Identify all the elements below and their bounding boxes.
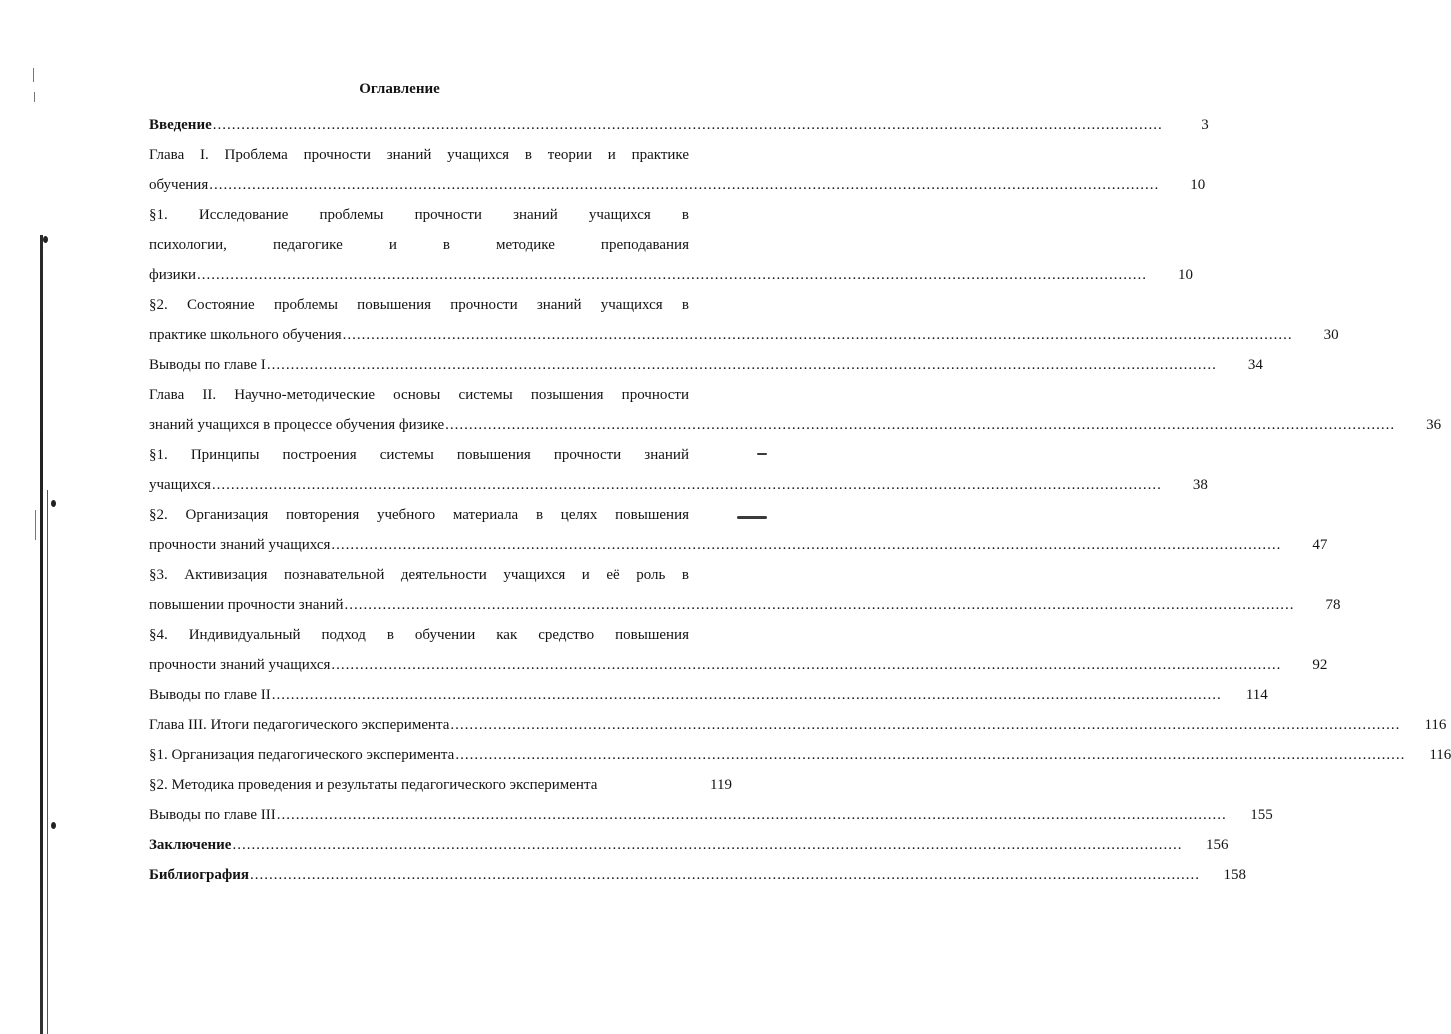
scan-edge-line <box>40 235 43 1034</box>
toc-entry-biblio <box>149 860 1247 890</box>
toc-leader-dots: ........................................................................................................................................................................................................ <box>209 177 1160 193</box>
toc-entry-ch3s1 <box>149 740 1451 770</box>
toc-page-number: 114 <box>1245 687 1268 703</box>
toc-leader-dots: ........................................................................................................................................................................................................ <box>342 327 1293 343</box>
toc-page-number: 155 <box>1250 807 1273 823</box>
toc-entry-text: §4. Индивидуальный подход в обучении как средство повышения <box>149 627 689 643</box>
toc-entry-text: §2. Организация повторения учебного материала в целях повышения <box>149 507 689 523</box>
toc-entry-intro <box>149 110 1209 140</box>
toc-entry-concl <box>149 830 1229 860</box>
toc-leader-dots: ........................................................................................................................................................................................................ <box>211 477 1162 493</box>
toc-line <box>149 290 689 320</box>
toc-page-number: 116 <box>1429 747 1451 763</box>
toc-page-number: 156 <box>1205 837 1229 853</box>
document-title: Оглавление <box>359 81 440 97</box>
toc-entry-ch3c <box>149 800 1273 830</box>
toc-leader-dots: ........................................................................................................................................................................................................ <box>455 747 1406 763</box>
toc-page-number: 10 <box>1178 267 1194 283</box>
toc-entry-text: §1. Организация педагогического эксперимента <box>149 747 455 763</box>
toc-line <box>149 230 689 260</box>
toc-entry-text: повышении прочности знаний <box>149 597 344 613</box>
scan-smudge <box>737 516 767 519</box>
toc-line <box>149 560 689 590</box>
scan-speck <box>51 500 56 507</box>
toc-leader-dots: ........................................................................................................................................................................................................ <box>331 657 1282 673</box>
toc-leader-dots: ........................................................................................................................................................................................................ <box>271 687 1222 703</box>
toc-page-number: 10 <box>1190 177 1206 193</box>
toc-entry-text: физики <box>149 267 197 283</box>
toc-entry-ch1 <box>149 140 1206 200</box>
toc-line <box>149 440 689 470</box>
toc-page-number: 92 <box>1312 657 1328 673</box>
toc-entry-ch1s1 <box>149 200 1194 290</box>
toc-line-last <box>149 530 1328 560</box>
toc-entry-ch2s1 <box>149 440 1208 500</box>
toc-line-last <box>149 110 1209 140</box>
toc-entry-ch2s4 <box>149 620 1328 680</box>
toc-line-last <box>149 830 1229 860</box>
toc-page-number: 78 <box>1325 597 1341 613</box>
toc-entry-text: обучения <box>149 177 209 193</box>
toc-line-last <box>149 650 1328 680</box>
toc-page-number: 34 <box>1247 357 1263 373</box>
toc-entry-ch2 <box>149 380 1442 440</box>
toc-entry-ch3 <box>149 710 1447 740</box>
toc-entry-text: Заключение <box>149 837 232 853</box>
toc-entry-text: учащихся <box>149 477 211 493</box>
table-of-contents <box>149 110 1451 890</box>
scan-mark <box>35 510 36 540</box>
toc-line-last <box>149 260 1194 290</box>
toc-leader-dots: ........................................................................................................................................................................................................ <box>450 717 1401 733</box>
toc-entry-text: Глава II. Научно-методические основы системы позышения прочности <box>149 387 689 403</box>
toc-entry-text: Глава III. Итоги педагогического эксперимента <box>149 717 450 733</box>
toc-leader-dots: ........................................................................................................................................................................................................ <box>344 597 1295 613</box>
toc-entry-text: §2. Методика проведения и результаты педагогического эксперимента <box>149 777 598 793</box>
toc-leader-dots: ........................................................................................................................................................................................................ <box>331 537 1282 553</box>
toc-entry-ch2s2 <box>149 500 1328 560</box>
scan-smudge <box>757 453 767 455</box>
toc-line-last <box>149 170 1206 200</box>
toc-entry-text: психологии, педагогике и в методике преподавания <box>149 237 689 253</box>
toc-entry-ch2c <box>149 680 1268 710</box>
toc-entry-ch3s2 <box>149 770 732 800</box>
toc-line <box>149 140 689 170</box>
toc-entry-text: прочности знаний учащихся <box>149 537 331 553</box>
toc-leader-dots: ........................................................................................................................................................................................................ <box>212 117 1163 133</box>
toc-line <box>149 380 689 410</box>
toc-entry-text: §1. Принципы построения системы повышения прочности знаний <box>149 447 689 463</box>
toc-page-number: 116 <box>1424 717 1447 733</box>
toc-entry-ch2s3 <box>149 560 1341 620</box>
toc-entry-text: Глава I. Проблема прочности знаний учащихся в теории и практике <box>149 147 689 163</box>
toc-line-last <box>149 710 1447 740</box>
toc-entry-text: Выводы по главе I <box>149 357 266 373</box>
toc-line <box>149 200 689 230</box>
toc-entry-text: Библиография <box>149 867 250 883</box>
toc-leader-dots: ........................................................................................................................................................................................................ <box>276 807 1227 823</box>
toc-leader-dots: ........................................................................................................................................................................................................ <box>232 837 1183 853</box>
toc-page-number: 30 <box>1323 327 1339 343</box>
toc-page-number: 158 <box>1223 867 1247 883</box>
toc-entry-text: §3. Активизация познавательной деятельности учащихся и её роль в <box>149 567 689 583</box>
toc-line-last <box>149 800 1273 830</box>
toc-line-last <box>149 470 1208 500</box>
toc-line-last <box>149 350 1263 380</box>
toc-page-number: 47 <box>1312 537 1328 553</box>
toc-page-number: 36 <box>1426 417 1442 433</box>
toc-line-last <box>149 320 1339 350</box>
toc-entry-text: практике школьного обучения <box>149 327 342 343</box>
toc-entry-text: прочности знаний учащихся <box>149 657 331 673</box>
toc-line-last <box>149 740 1451 770</box>
toc-page-number: 3 <box>1201 117 1209 133</box>
toc-entry-text: знаний учащихся в процессе обучения физике <box>149 417 445 433</box>
toc-line-last <box>149 770 732 800</box>
toc-leader-dots: ........................................................................................................................................................................................................ <box>197 267 1148 283</box>
toc-line-last <box>149 680 1268 710</box>
toc-line-last <box>149 590 1341 620</box>
scan-speck <box>43 236 48 243</box>
toc-entry-text: Выводы по главе III <box>149 807 276 823</box>
toc-line-last <box>149 410 1442 440</box>
toc-entry-text: §1. Исследование проблемы прочности знаний учащихся в <box>149 207 689 223</box>
toc-leader-dots: ........................................................................................................................................................................................................ <box>250 867 1201 883</box>
toc-line <box>149 500 689 530</box>
toc-page-number: 119 <box>710 777 732 793</box>
toc-entry-ch1s2 <box>149 290 1339 350</box>
toc-entry-text: Выводы по главе II <box>149 687 271 703</box>
scan-edge-line-thin <box>47 490 48 1034</box>
toc-line <box>149 620 689 650</box>
toc-entry-text: §2. Состояние проблемы повышения прочности знаний учащихся в <box>149 297 689 313</box>
toc-leader-dots: ........................................................................................................................................................................................................ <box>266 357 1217 373</box>
toc-leader-dots: ........................................................................................................................................................................................................ <box>445 417 1396 433</box>
scan-speck <box>51 822 56 829</box>
toc-line-last <box>149 860 1247 890</box>
toc-page-number: 38 <box>1192 477 1208 493</box>
toc-entry-ch1c <box>149 350 1263 380</box>
toc-entry-text: Введение <box>149 117 212 133</box>
